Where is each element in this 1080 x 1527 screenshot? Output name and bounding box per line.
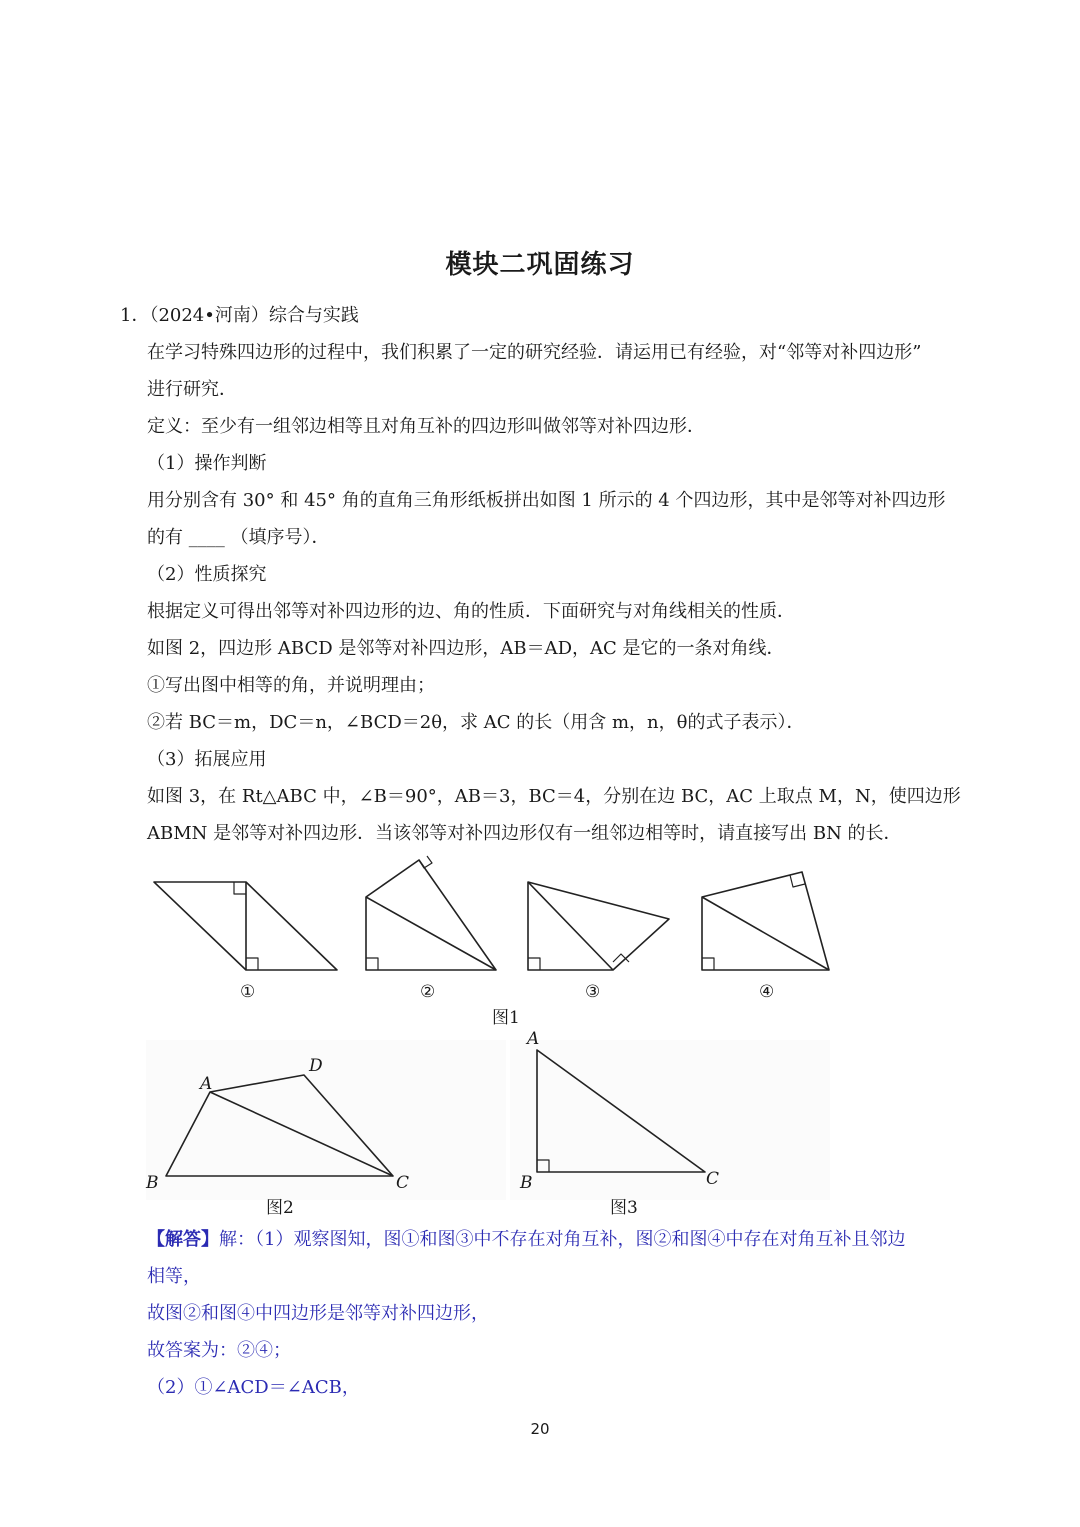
figure3-point-a: A <box>527 1029 540 1049</box>
figure1-shape-1 <box>154 882 337 970</box>
answer-text: 解：（1）观察图知，图①和图③中不存在对角互补，图②和图④中存在对角互补且邻边 <box>219 1229 906 1250</box>
problem-line: ①写出图中相等的角，并说明理由； <box>147 675 435 696</box>
figure2-point-b: B <box>146 1173 159 1193</box>
answer-tag: 【解答】 <box>147 1229 219 1250</box>
problem-line: ABMN 是邻等对补四边形．当该邻等对补四边形仅有一组邻边相等时，请直接写出 BN 的长． <box>147 823 902 844</box>
problem-line: （1）操作判断 <box>147 453 267 474</box>
figure1-shape-4 <box>702 872 829 970</box>
problem-line: （3）拓展应用 <box>147 749 267 770</box>
answer-line: 故图②和图④中四边形是邻等对补四边形， <box>147 1303 489 1324</box>
figure1-caption: 图1 <box>492 1008 520 1028</box>
answer-line: （2）①∠ACD＝∠ACB， <box>147 1377 360 1398</box>
problem-header: 1．（2024•河南）综合与实践 <box>120 305 359 326</box>
answer-line: 故答案为：②④； <box>147 1340 291 1361</box>
problem-line: 如图 3，在 Rt△ABC 中，∠B＝90°，AB＝3，BC＝4，分别在边 BC，AC 上取点 M，N，使四边形 <box>147 786 961 807</box>
problem-line: 根据定义可得出邻等对补四边形的边、角的性质．下面研究与对角线相关的性质． <box>147 601 795 622</box>
problem-line: 进行研究． <box>147 379 237 400</box>
page-number: 20 <box>530 1420 550 1438</box>
figure1-shape-2 <box>366 856 496 970</box>
page-title: 模块二巩固练习 <box>445 250 635 280</box>
figure1-shape-3 <box>528 882 669 970</box>
problem-line: （2）性质探究 <box>147 564 267 585</box>
figure2-point-c: C <box>396 1173 410 1193</box>
problem-line: 的有 ____ （填序号）． <box>147 527 330 548</box>
problem-line: 在学习特殊四边形的过程中，我们积累了一定的研究经验．请运用已有经验，对“邻等对补四边形” <box>147 342 922 363</box>
figure3-triangle <box>537 1050 705 1172</box>
figure3-point-b: B <box>520 1173 533 1193</box>
figure2-point-a: A <box>200 1074 213 1094</box>
figure3-point-c: C <box>706 1169 720 1189</box>
answer-first-line <box>147 1228 905 1252</box>
figure1-label-2: ② <box>420 982 436 1002</box>
problem-line: 如图 2，四边形 ABCD 是邻等对补四边形，AB＝AD，AC 是它的一条对角线． <box>147 638 785 659</box>
figure2-caption: 图2 <box>266 1198 294 1218</box>
figure1-label-4: ④ <box>759 982 775 1002</box>
problem-line: 用分别含有 30° 和 45° 角的直角三角形纸板拼出如图 1 所示的 4 个四边形，其中是邻等对补四边形 <box>147 490 946 511</box>
problem-line: 定义：至少有一组邻边相等且对角互补的四边形叫做邻等对补四边形． <box>147 416 705 437</box>
figure1-label-1: ① <box>240 982 256 1002</box>
problem-line: ②若 BC＝m，DC＝n，∠BCD＝2θ，求 AC 的长（用含 m，n，θ的式子表示）． <box>147 712 805 733</box>
figure2-point-d: D <box>309 1056 323 1076</box>
answer-line: 相等， <box>147 1266 201 1287</box>
figure3-caption: 图3 <box>610 1198 638 1218</box>
figure1-label-3: ③ <box>585 982 601 1002</box>
